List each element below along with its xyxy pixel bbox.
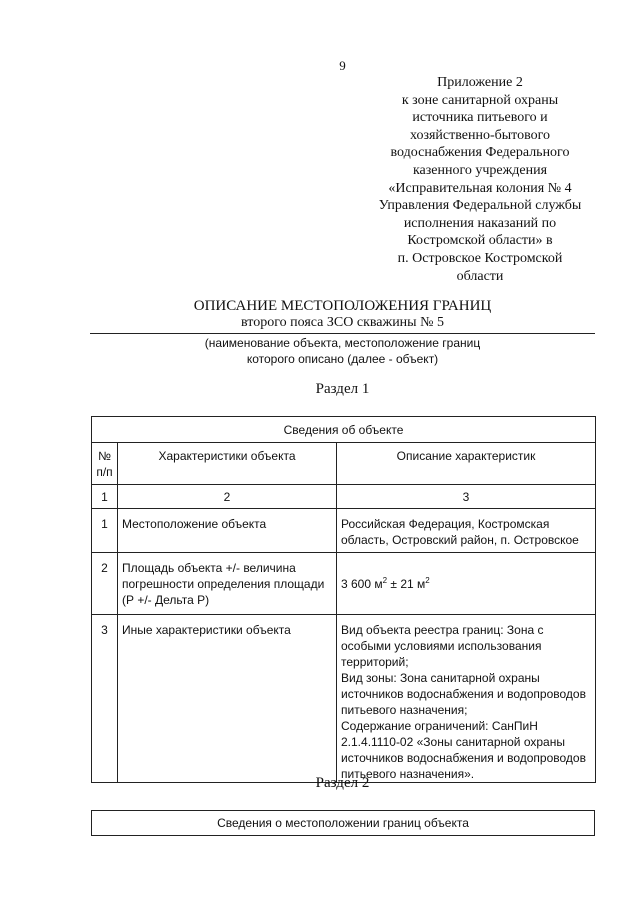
appendix-line: области [456, 268, 504, 284]
appendix-line: источника питьевого и [412, 110, 548, 126]
row-num: 1 [92, 509, 118, 553]
object-info-table [91, 416, 596, 783]
appendix-block [365, 74, 595, 285]
area-exponent: 2 [382, 575, 388, 585]
appendix-line: п. Островское Костромской [397, 250, 563, 266]
appendix-line: водоснабжения Федерального [390, 145, 570, 161]
row-description: Российская Федерация, Костромская область, Островский район, п. Островское [337, 509, 596, 553]
row-characteristic: Местоположение объекта [118, 509, 337, 553]
caption-line-2: которого описано (далее - объект) [246, 352, 439, 366]
row-characteristic: Площадь объекта +/- величина погрешности определения площади (Р +/- Дельта Р) [118, 553, 337, 615]
area-exponent: 2 [425, 575, 430, 585]
object-caption [90, 335, 595, 367]
table-row [92, 509, 596, 553]
caption-line-1: (наименование объекта, местоположение границ [204, 336, 481, 350]
appendix-line: Приложение 2 [437, 75, 523, 90]
index-cell: 1 [92, 485, 118, 509]
table-row [92, 553, 596, 615]
header-characteristics: Характеристики объекта [118, 443, 337, 485]
appendix-line: к зоне санитарной охраны [401, 92, 559, 108]
index-cell: 2 [118, 485, 337, 509]
appendix-line: Управления Федеральной службы [378, 198, 582, 214]
row-description: Вид объекта реестра границ: Зона с особыми условиями использования территорий; Вид зоны: Зона санитарной охраны источников водоснабжения и водопроводов питьевого назначения; Содержание ограничений: СанПиН 2.1.4.1110-02 «Зоны санитарной охраны источников водоснабжения и водопроводов питьевого назначения». [337, 615, 596, 783]
section-1-heading: Раздел 1 [315, 381, 370, 397]
page-number: 9 [339, 58, 346, 73]
appendix-line: «Исправительная колония № 4 [388, 180, 572, 196]
row-area-value [337, 553, 596, 615]
section-2-heading: Раздел 2 [315, 775, 370, 791]
index-cell: 3 [337, 485, 596, 509]
header-num: № п/п [92, 443, 118, 485]
area-value: 3 600 м [341, 576, 383, 591]
table-title: Сведения об объекте [92, 417, 596, 443]
appendix-line: Костромской области» в [407, 233, 553, 249]
appendix-line: хозяйственно-бытового [409, 127, 551, 143]
area-error: ± 21 м [387, 576, 426, 591]
boundaries-box: Сведения о местоположении границ объекта [91, 810, 595, 836]
document-title: ОПИСАНИЕ МЕСТОПОЛОЖЕНИЯ ГРАНИЦ [193, 298, 492, 314]
header-description: Описание характеристик [337, 443, 596, 485]
row-num: 3 [92, 615, 118, 783]
appendix-line: казенного учреждения [412, 162, 548, 178]
row-num: 2 [92, 553, 118, 615]
document-subtitle: второго пояса ЗСО скважины № 5 [241, 315, 444, 330]
table-row [92, 615, 596, 783]
row-characteristic: Иные характеристики объекта [118, 615, 337, 783]
appendix-line: исполнения наказаний по [403, 215, 557, 231]
title-underline [90, 333, 595, 334]
